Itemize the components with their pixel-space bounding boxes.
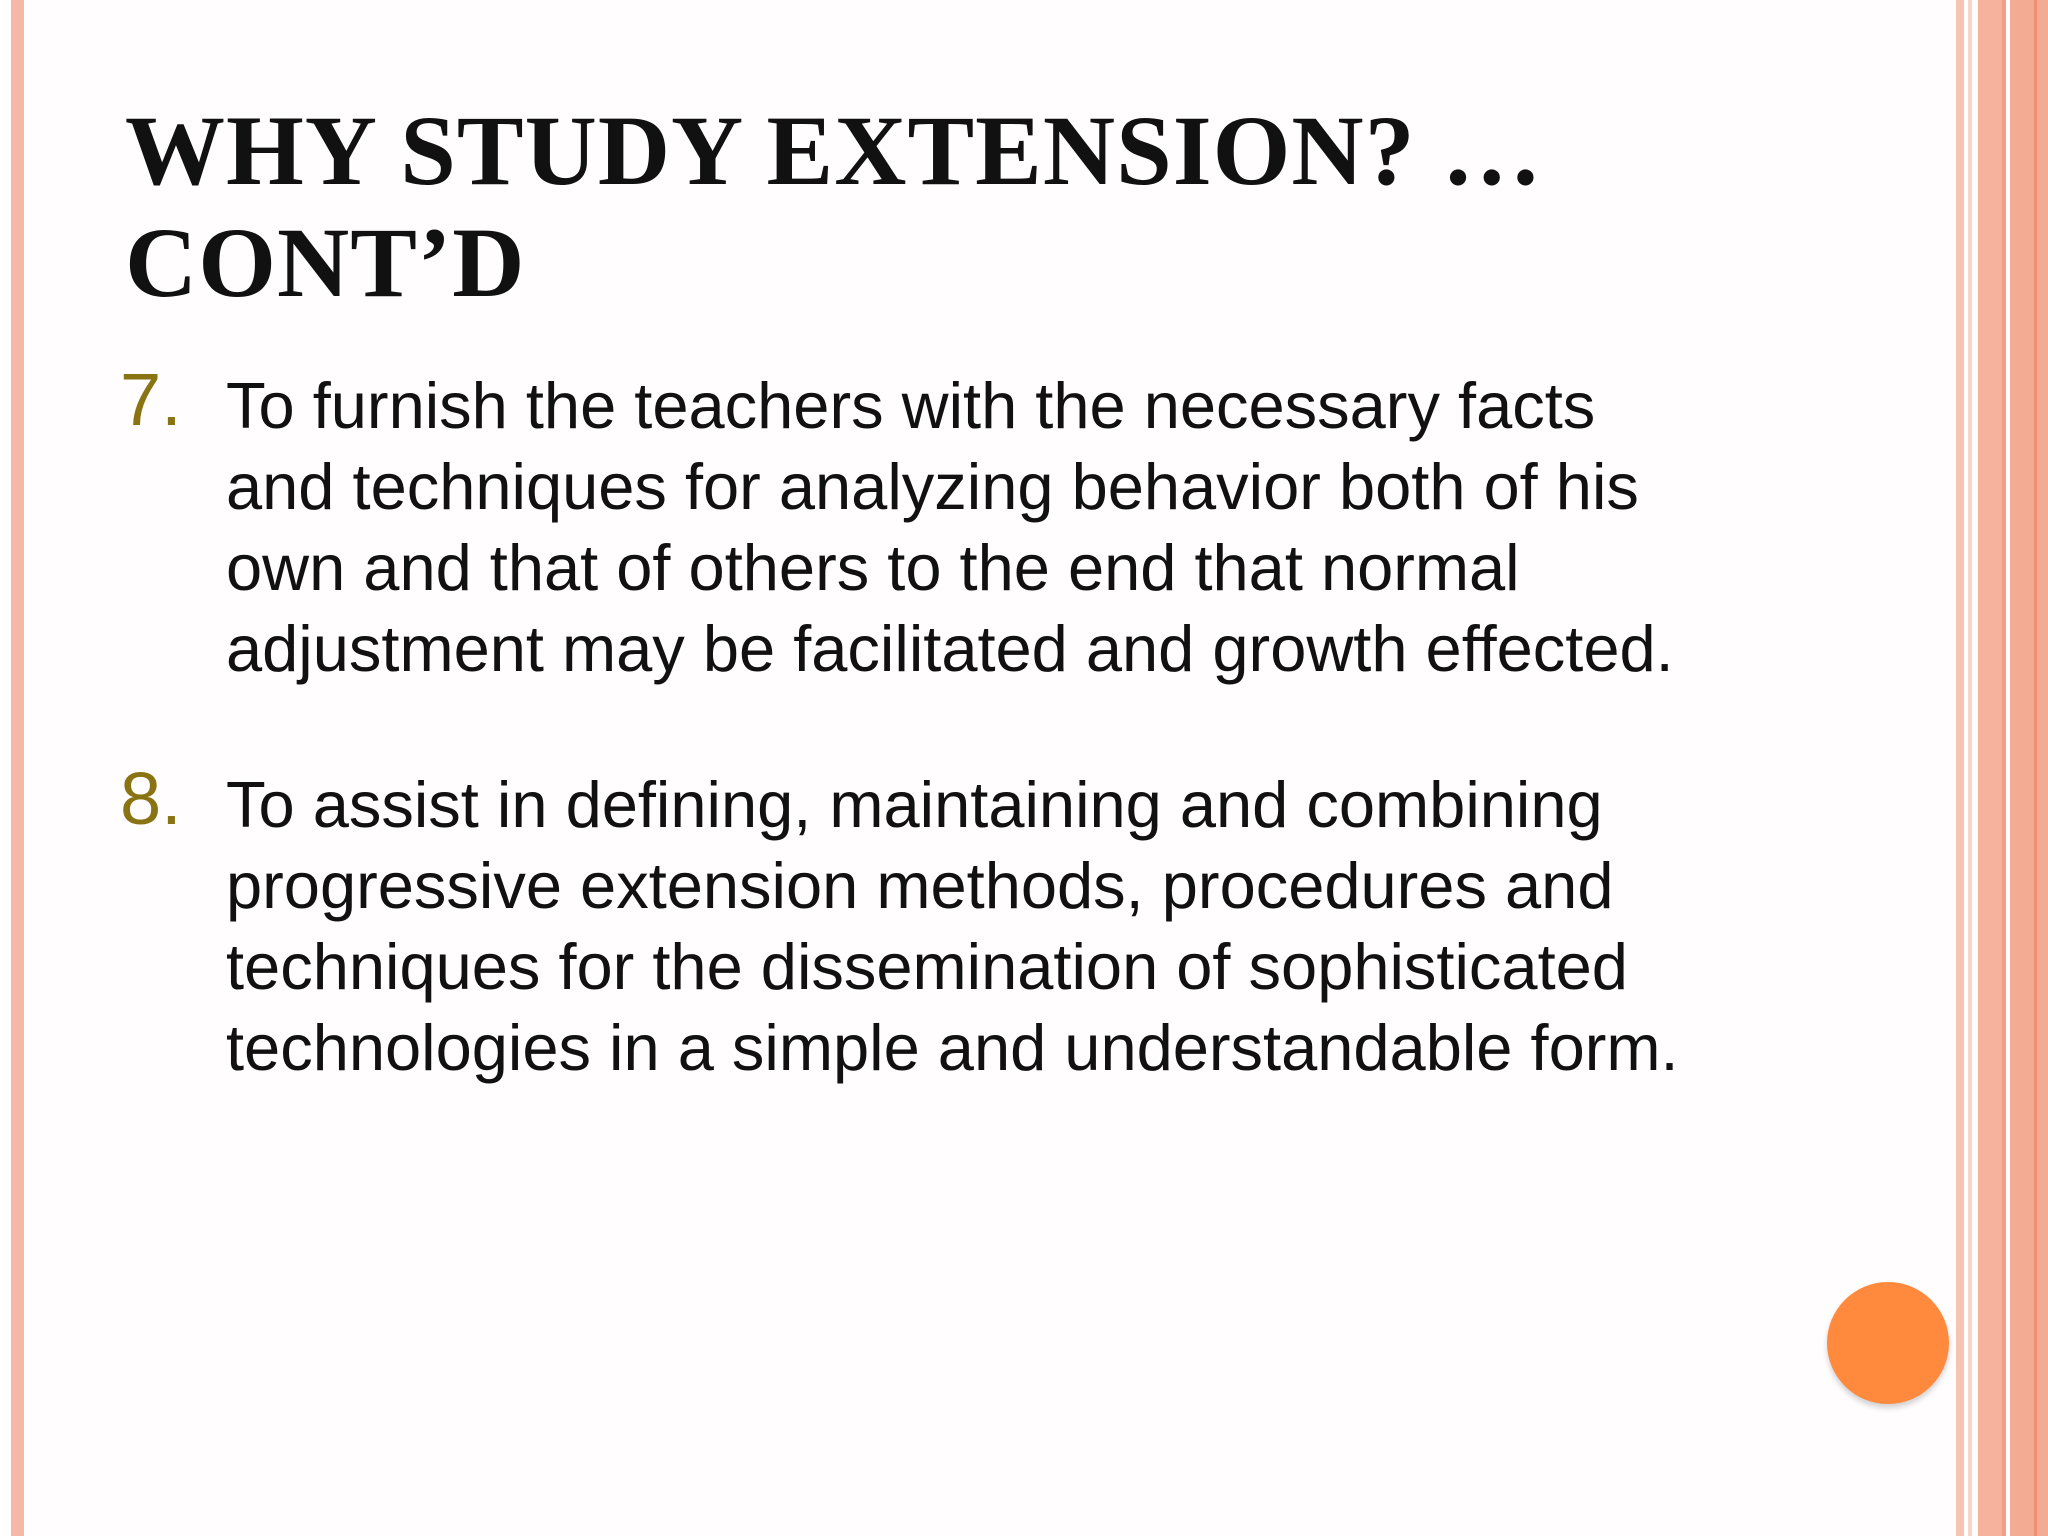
text-line: To assist in defining, maintaining and combining <box>226 768 1603 841</box>
list-item-number: 7. <box>120 358 182 441</box>
list-item-8 <box>120 757 1800 1088</box>
list-item-number: 8. <box>120 757 182 840</box>
numbered-list <box>120 358 1800 1163</box>
text-line: own and that of others to the end that normal <box>226 531 1520 604</box>
slide-title-line-1: WHY STUDY EXTENSION? … <box>125 95 1543 206</box>
list-item-7 <box>120 358 1800 689</box>
stripe <box>1956 0 1964 1536</box>
slide-title <box>125 95 1825 319</box>
text-line: technologies in a simple and understandable form. <box>226 1011 1679 1084</box>
slide-title-line-2: CONT’D <box>125 207 526 318</box>
text-line: To furnish the teachers with the necessary facts <box>226 369 1596 442</box>
stripe <box>2034 0 2037 1536</box>
text-line: adjustment may be facilitated and growth effected. <box>226 612 1674 685</box>
text-line: and techniques for analyzing behavior both of his <box>226 450 1639 523</box>
right-border-stripes <box>1956 0 2048 1536</box>
text-line: techniques for the dissemination of sophisticated <box>226 930 1628 1003</box>
stripe <box>1978 0 2002 1536</box>
text-line: progressive extension methods, procedures and <box>226 849 1614 922</box>
list-item-text <box>226 764 1800 1088</box>
stripe <box>2002 0 2006 1536</box>
left-border-band <box>11 0 24 1536</box>
stripe <box>2010 0 2048 1536</box>
list-item-text <box>226 365 1800 689</box>
orange-circle-icon <box>1827 1282 1949 1404</box>
stripe <box>1968 0 1972 1536</box>
